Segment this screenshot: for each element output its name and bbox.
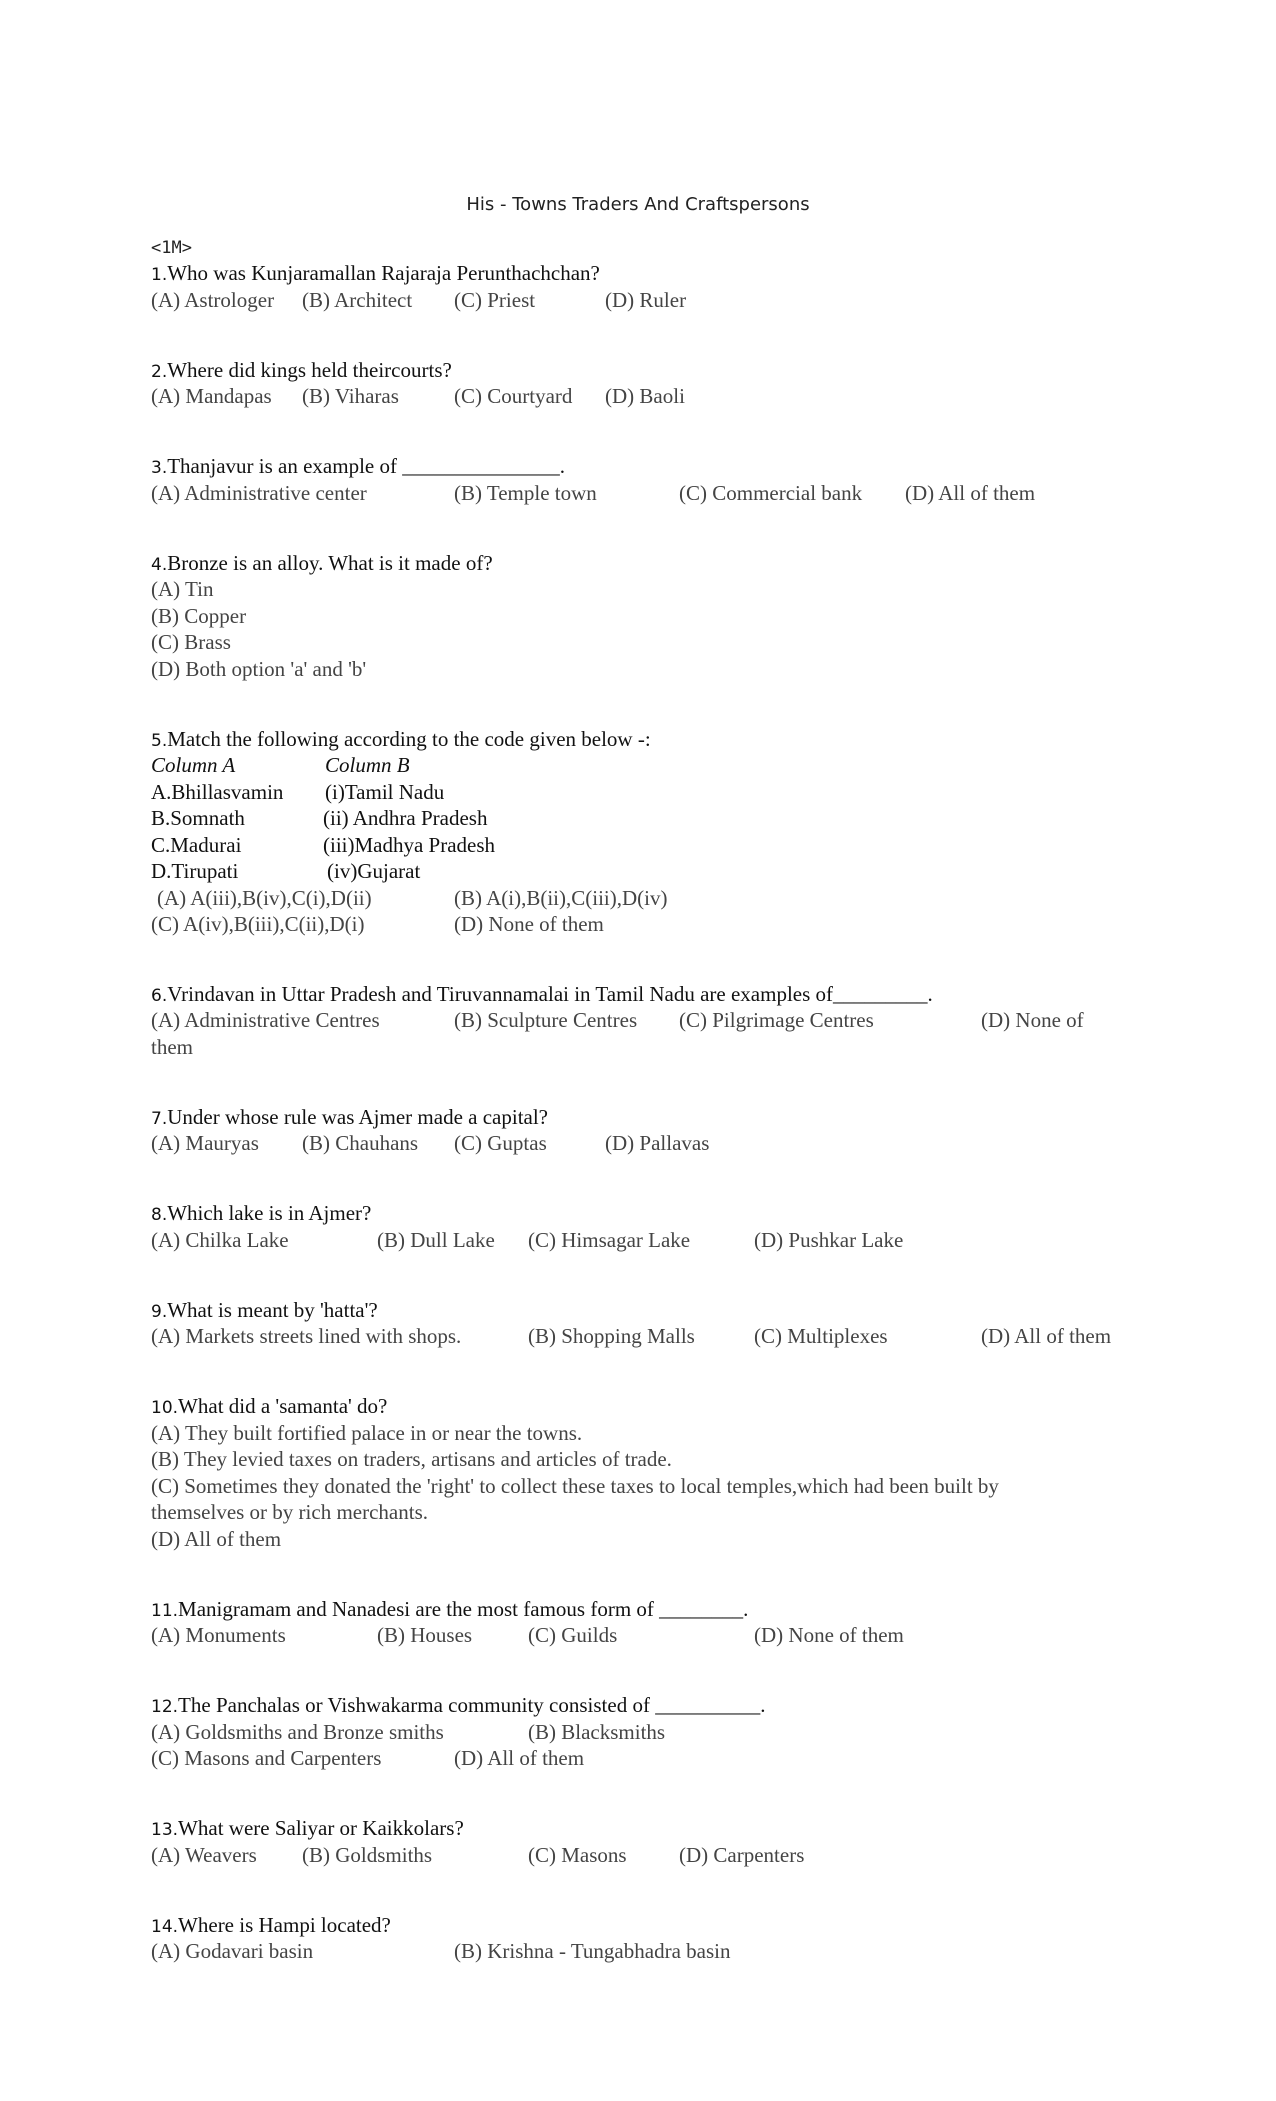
option: themselves or by rich merchants. — [151, 1500, 428, 1524]
option: (A) They built fortified palace in or near the towns. — [151, 1421, 583, 1445]
question-2: 2.Where did kings held theircourts? — [151, 358, 452, 382]
option: (B) Krishna - Tungabhadra basin — [454, 1939, 731, 1963]
question-13: 13.What were Saliyar or Kaikkolars? — [151, 1816, 464, 1840]
option: (C) Multiplexes — [754, 1324, 888, 1348]
option: (C) Sometimes they donated the 'right' to collect these taxes to local temples,which had been built by — [151, 1474, 999, 1498]
option: (B) Houses — [377, 1623, 473, 1647]
question-6: 6.Vrindavan in Uttar Pradesh and Tiruvannamalai in Tamil Nadu are examples of_________. — [151, 982, 933, 1006]
option: (A) Chilka Lake — [151, 1228, 289, 1252]
question-14: 14.Where is Hampi located? — [151, 1913, 391, 1937]
option: (A) Tin — [151, 577, 214, 601]
column-a-header: Column A — [151, 753, 236, 777]
option: (D) Pallavas — [605, 1131, 710, 1155]
option: (C) Brass — [151, 630, 231, 654]
option: (A) Weavers — [151, 1843, 257, 1867]
question-9: 9.What is meant by 'hatta'? — [151, 1298, 378, 1322]
option: (C) Masons — [528, 1843, 627, 1867]
option: (A) Mauryas — [151, 1131, 259, 1155]
option: (B) Sculpture Centres — [454, 1008, 638, 1032]
option: (D) Carpenters — [679, 1843, 805, 1867]
option: (B) Blacksmiths — [528, 1720, 666, 1744]
option: (B) Architect — [302, 288, 413, 312]
question-1: 1.Who was Kunjaramallan Rajaraja Perunthachchan? — [151, 261, 600, 285]
option: (B) Temple town — [454, 481, 597, 505]
option: (A) Astrologer — [151, 288, 275, 312]
option: (B) Copper — [151, 604, 247, 628]
column-b-header: Column B — [325, 753, 410, 777]
option: (D) None of them — [754, 1623, 904, 1647]
option: (D) None of them — [454, 912, 604, 936]
marks-label: <1M> — [151, 238, 192, 258]
page-title: His - Towns Traders And Craftspersons — [466, 194, 810, 215]
option: (A) Administrative Centres — [151, 1008, 380, 1032]
question-7: 7.Under whose rule was Ajmer made a capital? — [151, 1105, 549, 1129]
worksheet-page: His - Towns Traders And Craftspersons <1M> 1.Who was Kunjaramallan Rajaraja Perunthachchan? (A) Astrologer (B) Architect (C) Priest (D) Ruler 2.Where did kings held theircourts? (A) Mandapas (B) Viharas (C) Courtyard (D) Baoli 3.Thanjavur is an example of _______________. (A) Administrative center (B) Temple town (C) Commercial bank (D) All of them 4.Bronze is an alloy. What is it made of? (A) Tin (B) Copper (C) Brass (D) Both option 'a' and 'b' 5.Match the following according to the code given below -: Column A Column B A.Bhillasvamin (i)Tamil Nadu B.Somnath (ii) Andhra Pradesh C.Madurai (iii)Madhya Pradesh D.Tirupati (iv)Gujarat (A) A(iii),B(iv),C(i),D(ii) (B) A(i),B(ii),C(iii),D(iv) (C) A(iv),B(iii),C(ii),D(i) (D) None of them 6.Vrindavan in Uttar Pradesh and Tiruvannamalai in Tamil Nadu are examples of_________. (A) Administrative Centres (B) Sculpture Centres (C) Pilgrimage Centres (D) None of them 7.Under whose rule was Ajmer made a capital? (A) Mauryas (B) Chauhans (C) Guptas (D) Pallavas 8.Which lake is in Ajmer? (A) Chilka Lake (B) Dull Lake (C) Himsagar Lake (D) Pushkar Lake 9.What is meant by 'hatta'? (A) Markets streets lined with shops. (B) Shopping Malls (C) Multiplexes (D) All of them 10.What did a 'samanta' do? (A) They built fortified palace in or near the towns. (B) They levied taxes on traders, artisans and articles of trade. (C) Sometimes they donated the 'right' to collect these taxes to local temples,which had been built by themselves or by rich merchants. (D) All of them 11.Manigramam and Nanadesi are the most famous form of ________. (A) Monuments (B) Houses (C) Guilds (D) None of them 12.The Panchalas or Vishwakarma community consisted of __________. (A) Goldsmiths and Bronze smiths (B) Blacksmiths (C) Masons and Carpenters (D) All of them 13.What were Saliyar or Kaikkolars? (A) Weavers (B) Goldsmiths (C) Masons (D) Carpenters 14.Where is Hampi located? (A) Godavari basin (B) Krishna - Tungabhadra basin — [0, 0, 1276, 2101]
option: (B) Shopping Malls — [528, 1324, 695, 1348]
question-10: 10.What did a 'samanta' do? — [151, 1394, 388, 1418]
option: (C) Guptas — [454, 1131, 547, 1155]
question-12: 12.The Panchalas or Vishwakarma community consisted of __________. — [151, 1693, 766, 1717]
option: (D) Both option 'a' and 'b' — [151, 657, 367, 681]
option: (B) They levied taxes on traders, artisans and articles of trade. — [151, 1447, 672, 1471]
option: (B) Goldsmiths — [302, 1843, 433, 1867]
option: (A) Mandapas — [151, 384, 272, 408]
option: (C) Priest — [454, 288, 536, 312]
question-4: 4.Bronze is an alloy. What is it made of? — [151, 551, 493, 575]
option: (D) Baoli — [605, 384, 685, 408]
option: (C) Commercial bank — [679, 481, 863, 505]
option: (B) Viharas — [302, 384, 399, 408]
option: (D) All of them — [454, 1746, 585, 1770]
option: (A) Goldsmiths and Bronze smiths — [151, 1720, 444, 1744]
option: (A) Markets streets lined with shops. — [151, 1324, 462, 1348]
question-11: 11.Manigramam and Nanadesi are the most famous form of ________. — [151, 1597, 749, 1621]
option: (C) Masons and Carpenters — [151, 1746, 382, 1770]
option: (D) Pushkar Lake — [754, 1228, 904, 1252]
option: (A) A(iii),B(iv),C(i),D(ii) — [157, 886, 372, 910]
option: (A) Administrative center — [151, 481, 367, 505]
option: (D) All of them — [151, 1527, 282, 1551]
option: (D) All of them — [905, 481, 1036, 505]
option: (B) Chauhans — [302, 1131, 419, 1155]
question-3: 3.Thanjavur is an example of _______________. — [151, 454, 565, 478]
option: (C) A(iv),B(iii),C(ii),D(i) — [151, 912, 365, 936]
option: (D) All of them — [981, 1324, 1112, 1348]
option: (C) Pilgrimage Centres — [679, 1008, 874, 1032]
option: them — [151, 1035, 193, 1059]
option: (D) Ruler — [605, 288, 687, 312]
option: (D) None of — [981, 1008, 1084, 1032]
option: (A) Monuments — [151, 1623, 286, 1647]
option: (C) Courtyard — [454, 384, 573, 408]
option: (B) A(i),B(ii),C(iii),D(iv) — [454, 886, 668, 910]
option: (A) Godavari basin — [151, 1939, 314, 1963]
option: (C) Himsagar Lake — [528, 1228, 691, 1252]
question-8: 8.Which lake is in Ajmer? — [151, 1201, 372, 1225]
option: (B) Dull Lake — [377, 1228, 495, 1252]
option: (C) Guilds — [528, 1623, 618, 1647]
question-5: 5.Match the following according to the code given below -: — [151, 727, 651, 751]
